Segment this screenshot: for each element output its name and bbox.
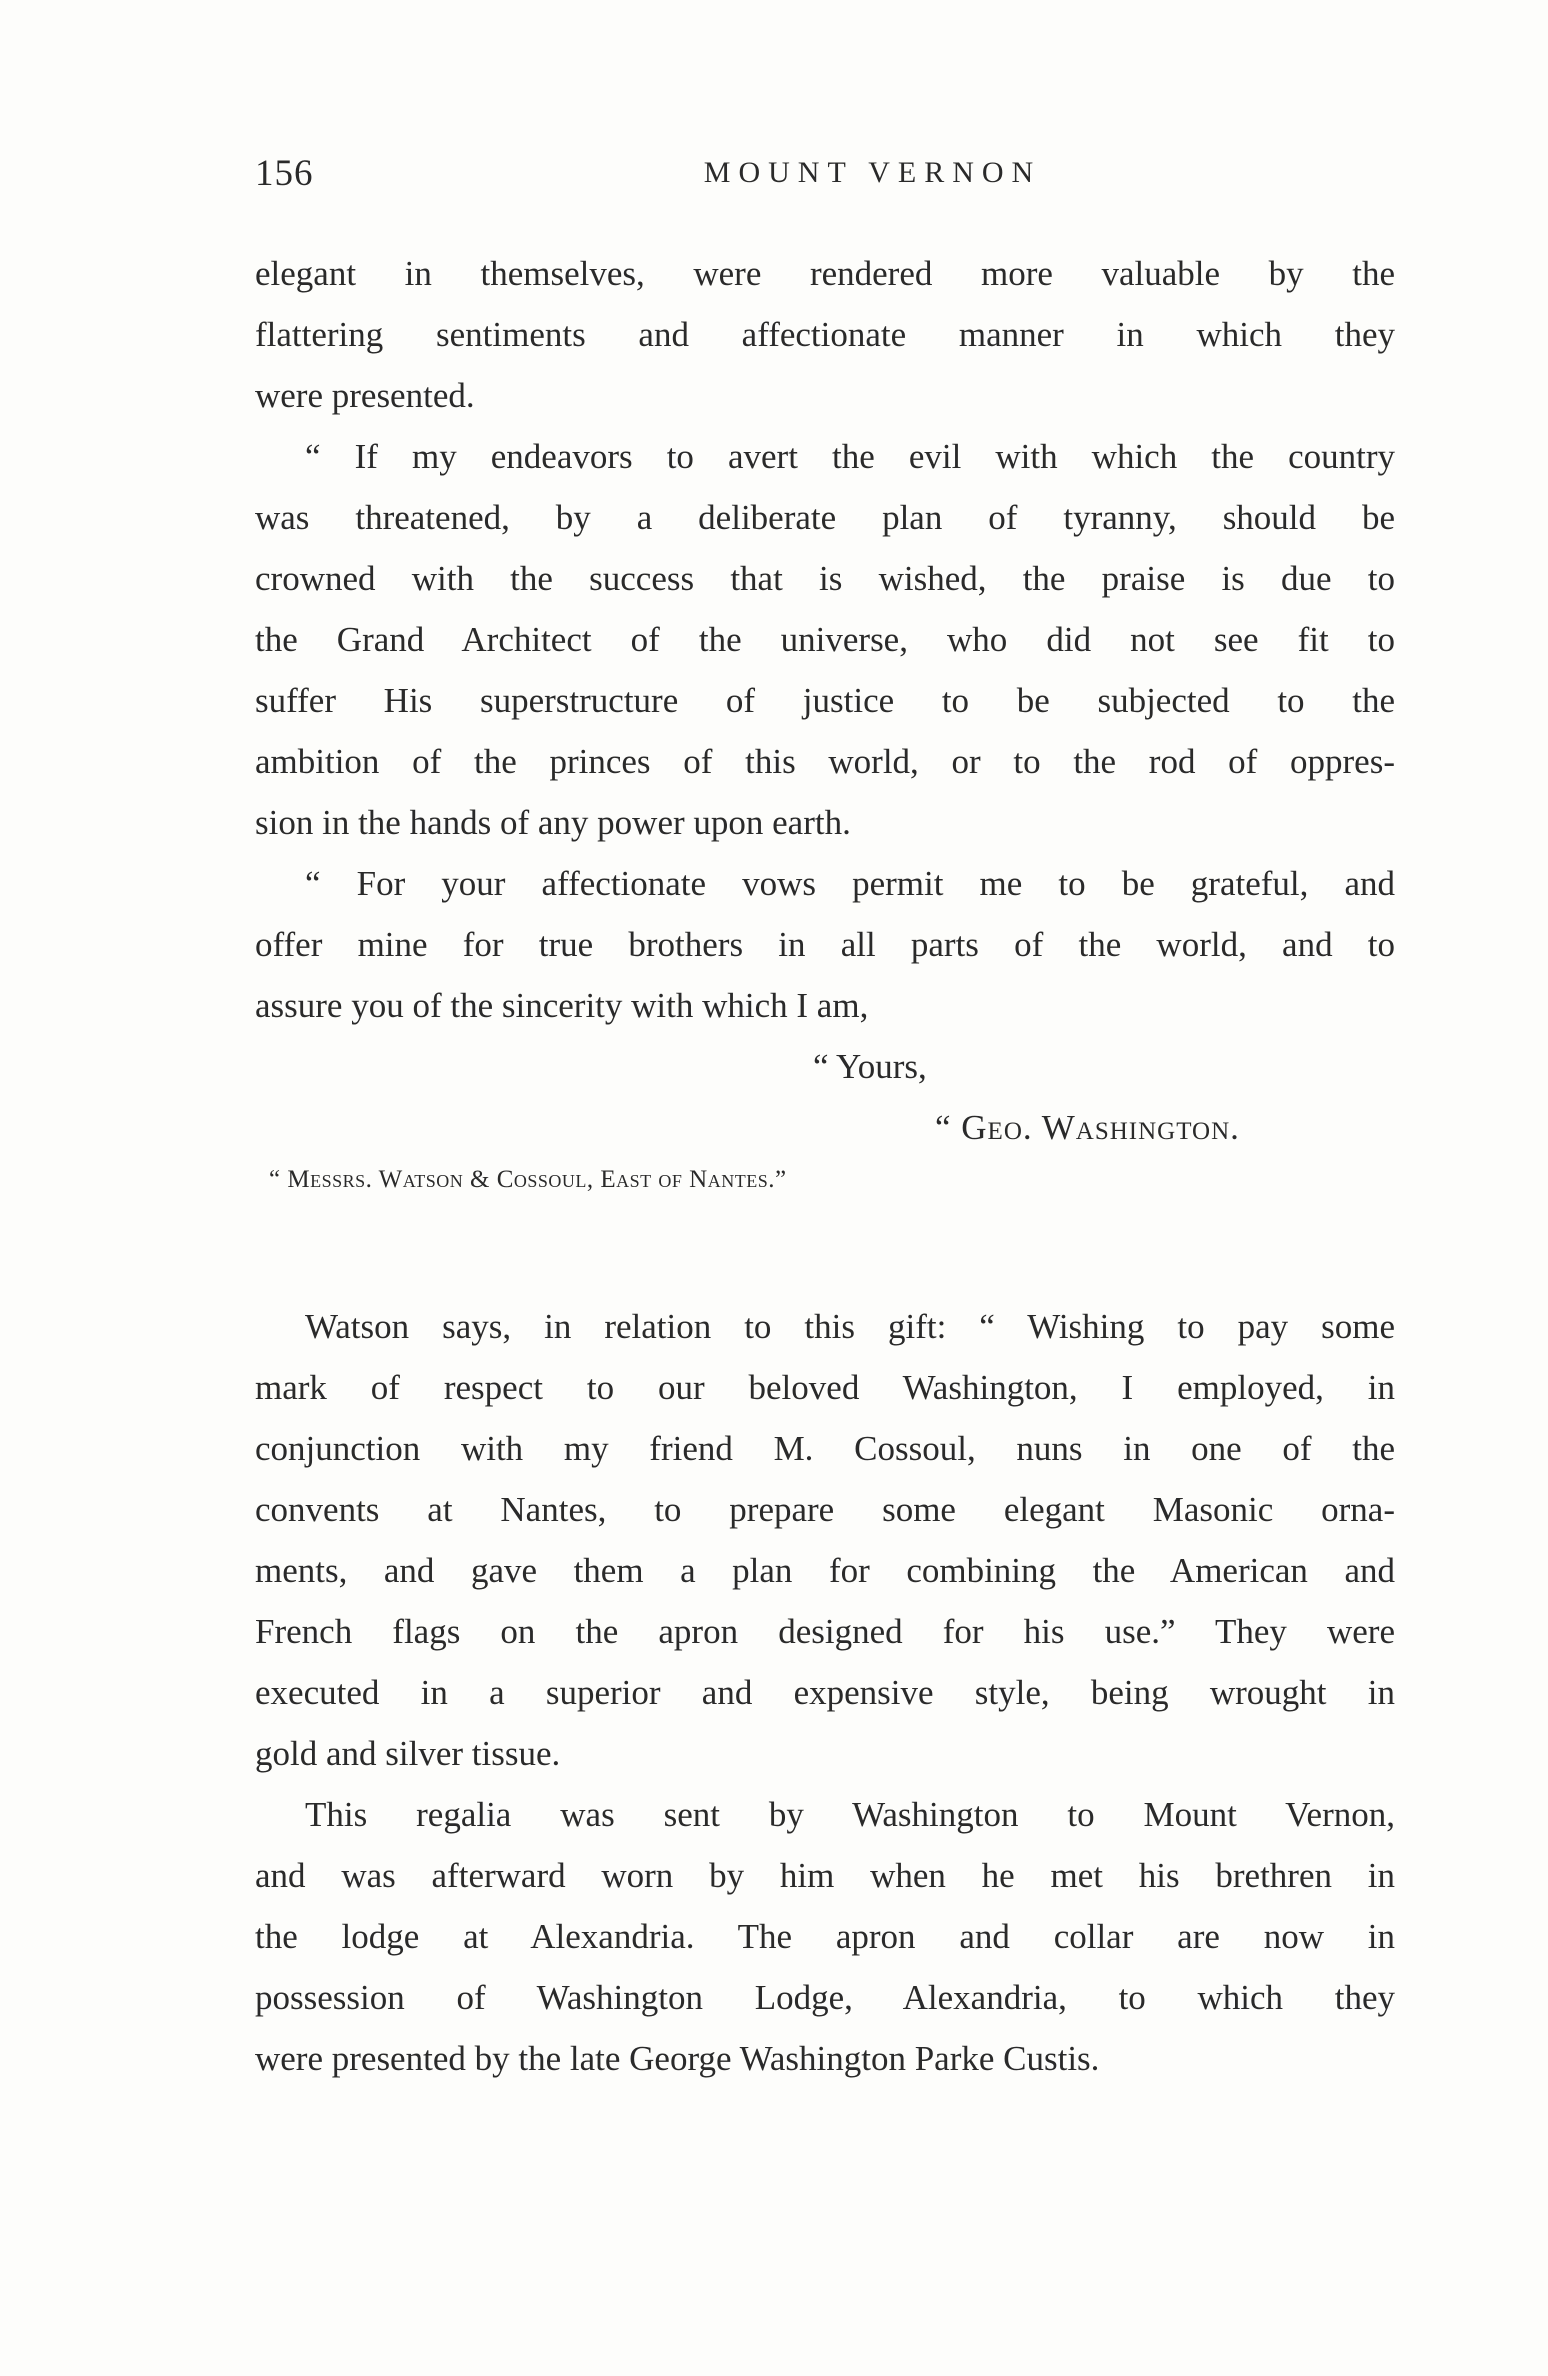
text-line: convents at Nantes, to prepare some elegant Masonic orna- (255, 1490, 1395, 1529)
text-line: crowned with the success that is wished, the praise is due to (255, 559, 1395, 598)
body-text (255, 243, 1395, 2089)
running-head (255, 152, 1395, 202)
text-line: gold and silver tissue. (255, 1734, 561, 1773)
text-line: the lodge at Alexandria. The apron and collar are now in (255, 1917, 1395, 1956)
text-line: the Grand Architect of the universe, who did not see fit to (255, 620, 1395, 659)
page-number: 156 (255, 153, 314, 194)
text-line: possession of Washington Lodge, Alexandria, to which they (255, 1978, 1395, 2017)
text-line: Watson says, in relation to this gift: “ Wishing to pay some (305, 1307, 1395, 1346)
text-line: assure you of the sincerity with which I am, (255, 986, 869, 1025)
letter-signature: “ Geo. Washington. (935, 1108, 1240, 1147)
text-line: were presented. (255, 376, 475, 415)
letter-closing: “ Yours, (813, 1047, 927, 1086)
text-line: conjunction with my friend M. Cossoul, nuns in one of the (255, 1429, 1395, 1468)
text-line: were presented by the late George Washington Parke Custis. (255, 2039, 1100, 2078)
text-line: ambition of the princes of this world, or to the rod of oppres- (255, 742, 1395, 781)
text-line: executed in a superior and expensive style, being wrought in (255, 1673, 1395, 1712)
text-line: This regalia was sent by Washington to Mount Vernon, (305, 1795, 1395, 1834)
text-line: and was afterward worn by him when he met his brethren in (255, 1856, 1395, 1895)
text-line: was threatened, by a deliberate plan of tyranny, should be (255, 498, 1395, 537)
text-line: ments, and gave them a plan for combining the American and (255, 1551, 1395, 1590)
letter-address: “ Messrs. Watson & Cossoul, East of Nantes.” (269, 1166, 787, 1193)
running-title: MOUNT VERNON (703, 156, 1042, 189)
text-line: flattering sentiments and affectionate manner in which they (255, 315, 1395, 354)
text-line: “ For your affectionate vows permit me to be grateful, and (305, 864, 1395, 903)
text-line: suffer His superstructure of justice to be subjected to the (255, 681, 1395, 720)
text-line: French flags on the apron designed for his use.” They were (255, 1612, 1395, 1651)
section-gap (255, 1202, 1395, 1296)
text-line: offer mine for true brothers in all parts of the world, and to (255, 925, 1395, 964)
text-line: “ If my endeavors to avert the evil with which the country (305, 437, 1395, 476)
text-line: elegant in themselves, were rendered more valuable by the (255, 254, 1395, 293)
text-line: mark of respect to our beloved Washington, I employed, in (255, 1368, 1395, 1407)
text-line: sion in the hands of any power upon earth. (255, 803, 851, 842)
